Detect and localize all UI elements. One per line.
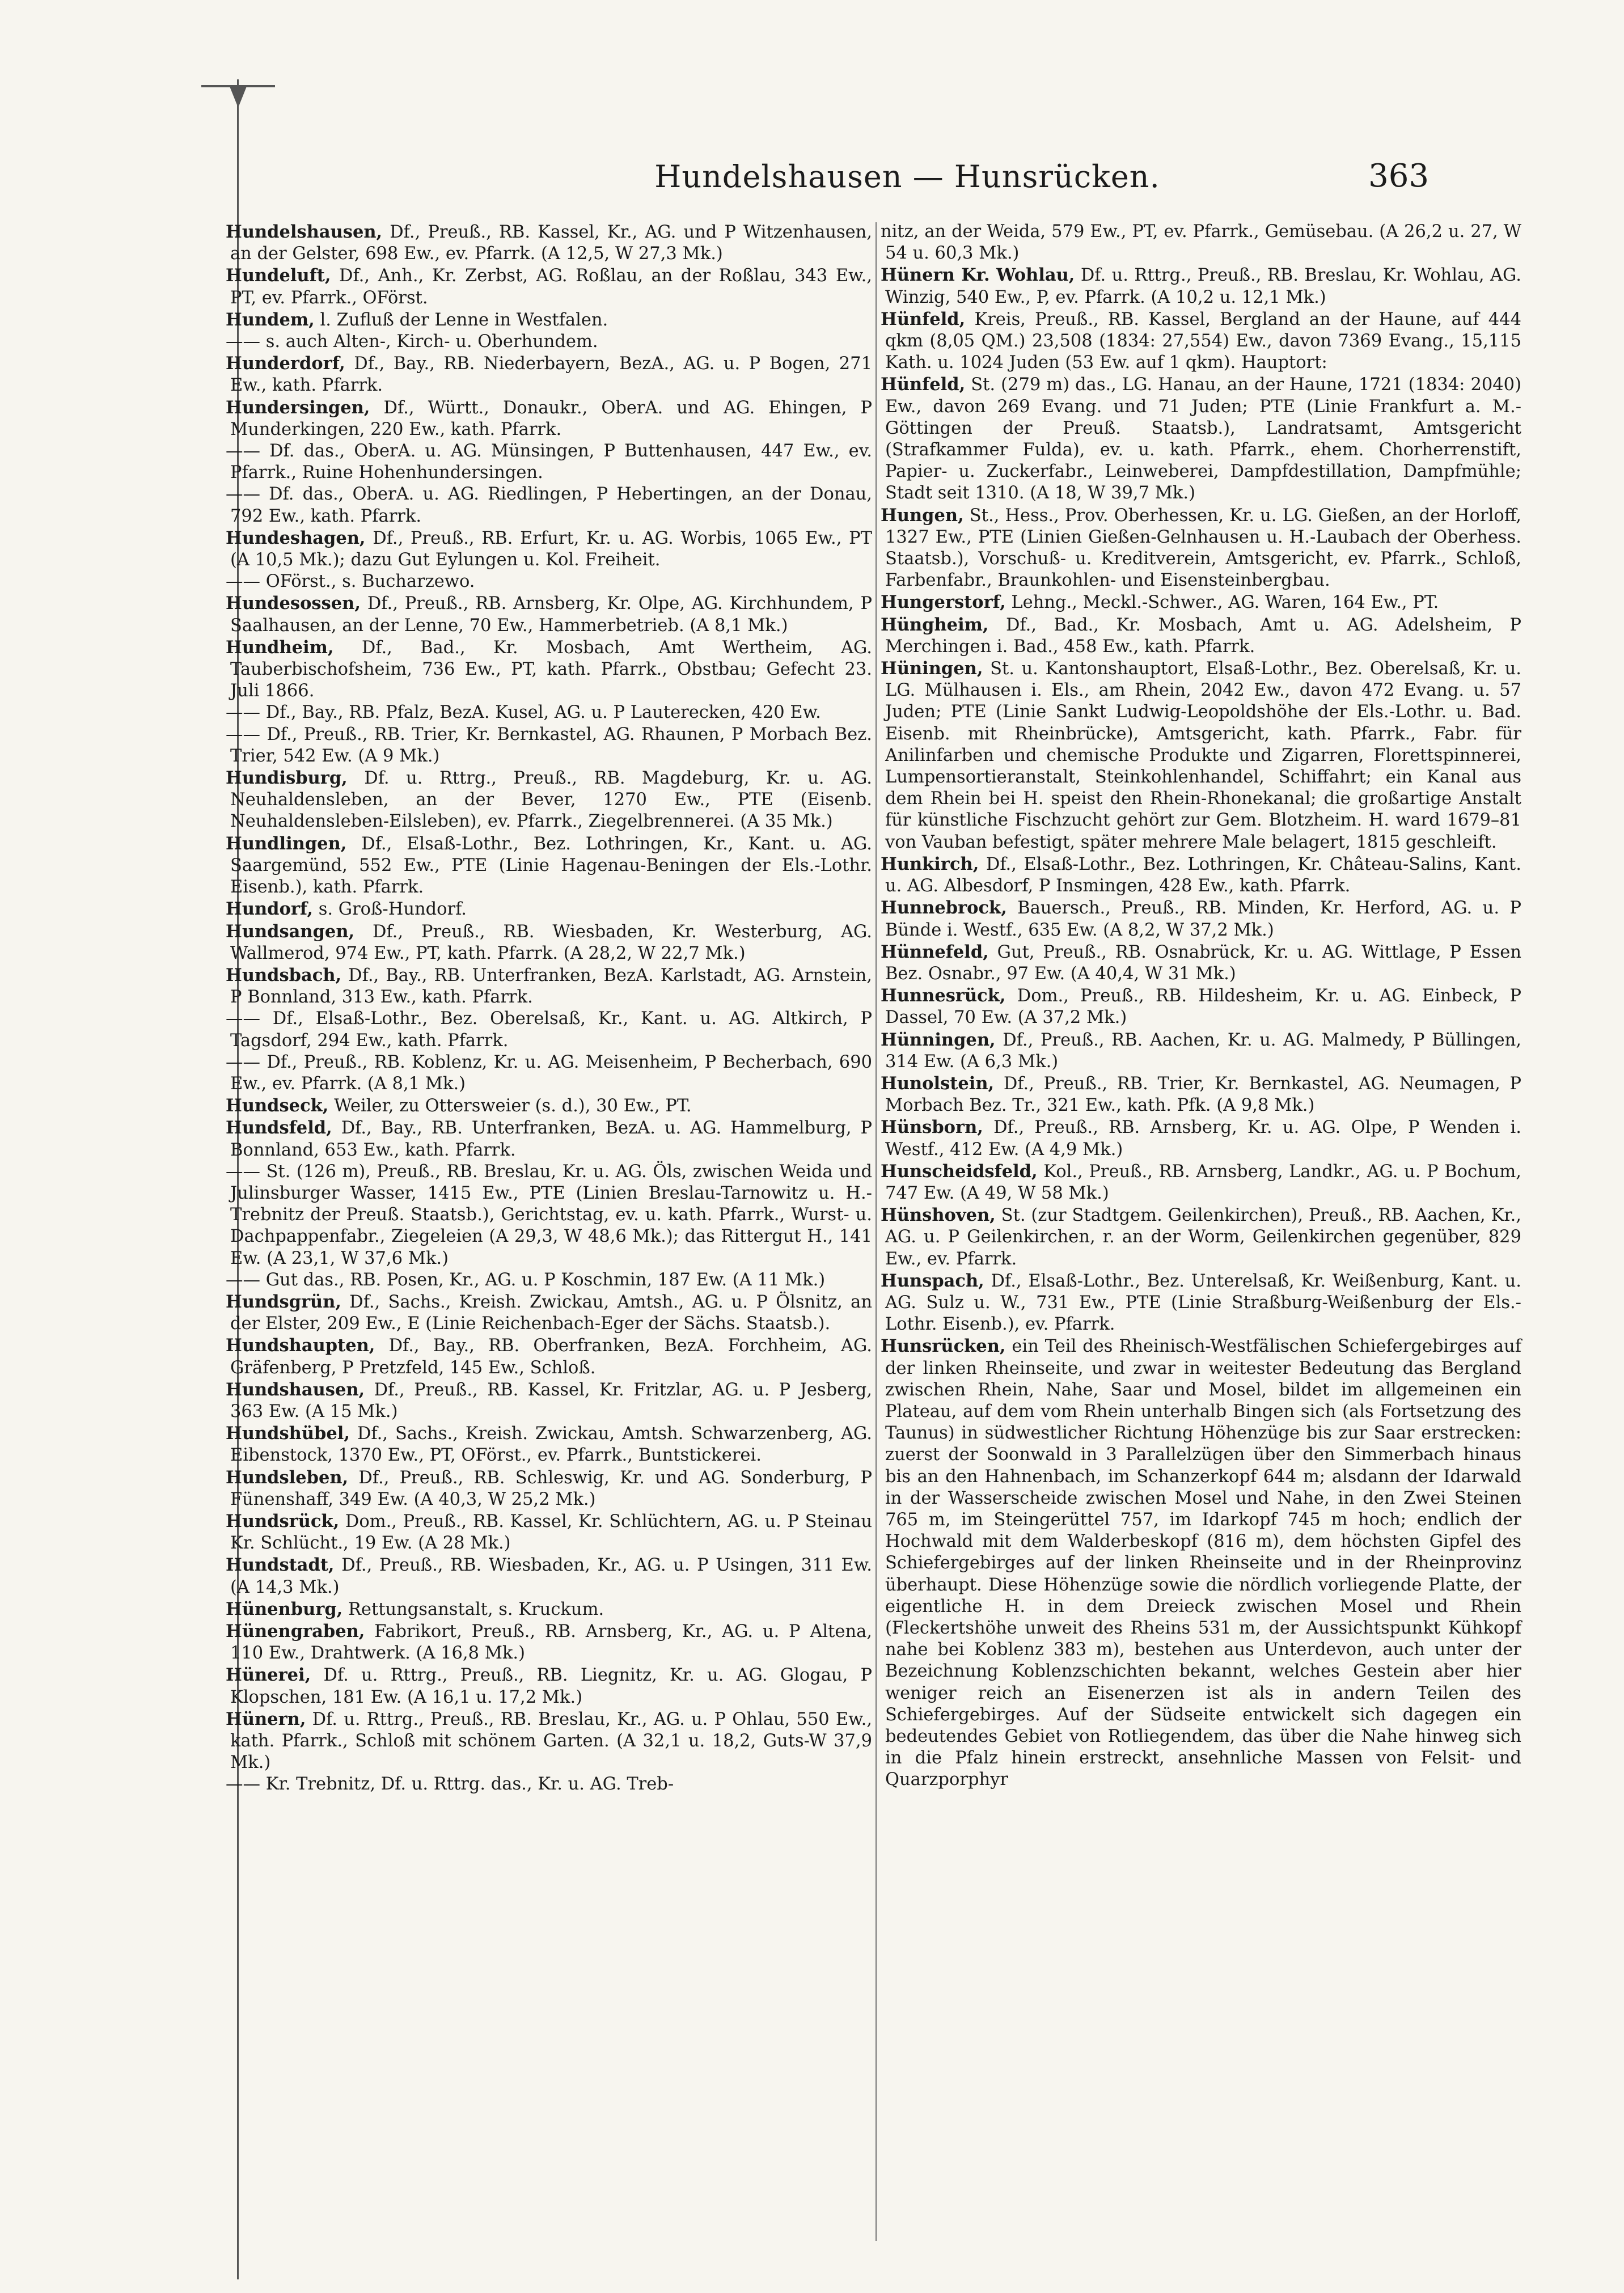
entry-text: Df., Preuß., RB. Arnsberg, Kr. Olpe, AG. Kirchhundem, P Saalhausen, an der Lenne, 70 Ew., Hammerbetrieb. (A 8,1 Mk.)	[230, 594, 872, 636]
entry-text: Df. u. Rttrg., Preuß., RB. Breslau, Kr. Wohlau, AG. Winzig, 540 Ew., P, ev. Pfarrk. (A 10,2 u. 12,1 Mk.)	[885, 265, 1521, 307]
entry-text: Df., Preuß., RB. Wiesbaden, Kr., AG. u. P Usingen, 311 Ew. (A 14,3 Mk.)	[230, 1555, 873, 1597]
entry-text: Lehng., Meckl.-Schwer., AG. Waren, 164 Ew., PT.	[1011, 593, 1439, 613]
dictionary-entry	[226, 1621, 872, 1664]
entry-headword: Hundstadt,	[226, 1555, 335, 1576]
entry-text: Df. u. Rttrg., Preuß., RB. Breslau, Kr., AG. u. P Ohlau, 550 Ew., kath. Pfarrk., Schloß mit schönem Garten. (A 32,1 u. 18,2, Guts-W 37,9 Mk.)	[230, 1709, 872, 1773]
entry-text: Dom., Preuß., RB. Kassel, Kr. Schlüchtern, AG. u. P Steinau Kr. Schlücht., 19 Ew. (A 28 Mk.)	[230, 1511, 873, 1554]
entry-headword: Hundeshagen,	[226, 527, 366, 548]
entry-headword: Hünengraben,	[226, 1621, 365, 1642]
entry-headword: Hundsfeld,	[226, 1118, 332, 1139]
dictionary-entry	[226, 833, 872, 899]
entry-text: Bauersch., Preuß., RB. Minden, Kr. Herford, AG. u. P Bünde i. Westf., 635 Ew. (A 8,2, W 37,2 Mk.)	[885, 898, 1521, 940]
entry-headword: Hundheim,	[226, 637, 334, 658]
entry-headword: Hunnesrück,	[881, 985, 1006, 1006]
entry-text: Df., Anh., Kr. Zerbst, AG. Roßlau, an der Roßlau, 343 Ew., PT, ev. Pfarrk., OFörst.	[230, 266, 872, 308]
entry-text: Dom., Preuß., RB. Hildesheim, Kr. u. AG. Einbeck, P Dassel, 70 Ew. (A 37,2 Mk.)	[885, 986, 1522, 1028]
dictionary-entry	[226, 1161, 872, 1270]
entry-text: Kreis, Preuß., RB. Kassel, Bergland an der Haune, auf 444 qkm (8,05 QM.) 23,508 (1834: 27,554) Ew., davon 7369 Evang., 15,115 Kath. u. 1024 Juden (53 Ew. auf 1 qkm). Hauptort:	[885, 309, 1521, 373]
dictionary-entry	[881, 221, 1521, 264]
dictionary-entry	[226, 1554, 872, 1598]
entry-text: —— Df., Elsaß-Lothr., Bez. Oberelsaß, Kr., Kant. u. AG. Altkirch, P Tagsdorf, 294 Ew., kath. Pfarrk.	[226, 1009, 872, 1051]
entry-text: St., Hess., Prov. Oberhessen, Kr. u. LG. Gießen, an der Horloff, 1327 Ew., PTE (Linien Gießen-Gelnhausen u. H.-Laubach der Oberhess. Staatsb.), Vorschuß- u. Kreditverein, Amtsgericht, ev. Pfarrk., Schloß, Farbenfabr., Braunkohlen- und Eisensteinbergbau.	[885, 505, 1521, 591]
entry-headword: Hunscheidsfeld,	[881, 1161, 1038, 1182]
entry-text: —— Gut das., RB. Posen, Kr., AG. u. P Koschmin, 187 Ew. (A 11 Mk.)	[226, 1270, 826, 1290]
dictionary-entry	[226, 1708, 872, 1774]
dictionary-entry	[226, 964, 872, 1008]
dictionary-entry	[226, 1774, 872, 1795]
entry-headword: Hundersingen,	[226, 397, 370, 418]
dictionary-entry	[881, 505, 1521, 592]
entry-headword: Hunderdorf,	[226, 353, 345, 374]
entry-headword: Hundsgrün,	[226, 1291, 342, 1312]
entry-text: ein Teil des Rheinisch-Westfälischen Schiefergebirges auf der linken Rheinseite, und zwar in weitester Bedeutung das Bergland zwischen Rhein, Nahe, Saar und Mosel, bildet im allgemeinen ein Plateau, auf dem vom Rhein unterhalb Bingen sich (als Fortsetzung des Taunus) in südwestlicher Richtung Höhenzüge bis zur Saar erstrecken: zuerst der Soonwald in 3 Parallelzügen über den Simmerbach hinaus bis an den Hahnenbach, im Schanzerkopf 644 m; alsdann der Idarwald in der Wasserscheide zwischen Mosel und Nahe, in den Zwei Steinen 765 m, im Steingerüttel 757, im Idarkopf 745 m hoch; endlich der Hochwald mit dem Walderbeskopf (816 m), dem höchsten Gipfel des Schiefergebirges auf der linken Rheinseite und in der Rheinprovinz überhaupt. Diese Höhenzüge sowie die nördlich vorliegende Platte, der eigentliche H. in dem Dreieck zwischen Mosel und Rhein (Fleckertshöhe unweit des Rheins 531 m, der Aussichtspunkt Kühkopf nahe bei Koblenz 383 m), bestehen aus Unterdevon, auch unter der Bezeichnung Koblenzschichten bekannt, welches Gestein aber hier weniger reich an Eisenerzen ist als in andern Teilen des Schiefergebirges. Auf der Südseite entwickelt sich dagegen ein bedeutendes Gebiet von Rotliegendem, das über die Nahe hinweg sich in die Pfalz hinein erstreckt, ansehnliche Massen von Felsit- und Quarzporphyr	[885, 1336, 1521, 1790]
entry-headword: Hundseck,	[226, 1095, 329, 1116]
entry-text: Df., Elsaß-Lothr., Bez. Lothringen, Kr., Kant. u. AG. Saargemünd, 552 Ew., PTE (Linie Hagenau-Beningen der Els.-Lothr. Eisenb.), kath. Pfarrk.	[230, 834, 872, 898]
entry-headword: Hünningen,	[881, 1029, 996, 1050]
entry-text: St. u. Kantonshauptort, Elsaß-Lothr., Bez. Oberelsaß, Kr. u. LG. Mülhausen i. Els., am Rhein, 2042 Ew., davon 472 Evang. u. 57 Juden; PTE (Linie Sankt Ludwig-Leopoldshöhe der Els.-Lothr. u. Bad. Eisenb. mit Rheinbrücke), Amtsgericht, kath. Pfarrk., Fabr. für Anilinfarben und chemische Produkte und Zigarren, Florettspinnerei, Lumpensortieranstalt, Steinkohlenhandel, Schiffahrt; ein Kanal aus dem Rhein bei H. speist den Rhein-Rhonekanal; die großartige Anstalt für künstliche Fischzucht gehört zur Gem. Blotzheim. H. ward 1679–81 von Vauban befestigt, später mehrere Male belagert, 1815 geschleift.	[885, 659, 1521, 852]
entry-text: —— Df., Preuß., RB. Koblenz, Kr. u. AG. Meisenheim, P Becherbach, 690 Ew., ev. Pfarrk. (A 8,1 Mk.)	[226, 1052, 872, 1094]
entry-headword: Hünshoven,	[881, 1205, 996, 1226]
entry-headword: Hundlingen,	[226, 833, 347, 854]
running-header: Hundelshausen — Hunsrücken.	[654, 159, 1160, 194]
entry-text: Df., Bay., RB. Oberfranken, BezA. Forchheim, AG. Gräfenberg, P Pretzfeld, 145 Ew., Schloß.	[230, 1336, 872, 1378]
entry-headword: Hundorf,	[226, 899, 313, 920]
entry-text: —— Df. das., OberA. u. AG. Riedlingen, P Hebertingen, an der Donau, 792 Ew., kath. Pfarrk.	[226, 484, 872, 526]
entry-headword: Hundshaupten,	[226, 1335, 375, 1356]
dictionary-entry	[226, 1008, 872, 1051]
dictionary-entry	[881, 308, 1521, 374]
entry-text: Df., Sachs., Kreish. Zwickau, Amtsh. Schwarzenberg, AG. Eibenstock, 1370 Ew., PT, OFörst., ev. Pfarrk., Buntstickerei.	[230, 1424, 872, 1466]
dictionary-entry	[226, 309, 872, 331]
entry-text: Df., Bay., RB. Unterfranken, BezA. u. AG. Hammelburg, P Bonnland, 653 Ew., kath. Pfarrk.	[230, 1118, 872, 1160]
dictionary-entry	[226, 484, 872, 527]
dictionary-entry	[881, 591, 1521, 614]
dictionary-entry	[226, 397, 872, 441]
entry-text: —— St. (126 m), Preuß., RB. Breslau, Kr. u. AG. Öls, zwischen Weida und Julinsburger Wasser, 1415 Ew., PTE (Linien Breslau-Tarnowitz u. H.-Trebnitz der Preuß. Staatsb.), Gerichtstag, ev. u. kath. Pfarrk., Wurst- u. Dachpappenfabr., Ziegeleien (A 29,3, W 48,6 Mk.); das Rittergut H., 141 Ew. (A 23,1, W 37,6 Mk.)	[226, 1161, 872, 1268]
dictionary-entry	[881, 897, 1521, 941]
entry-text: —— Df., Preuß., RB. Trier, Kr. Bernkastel, AG. Rhaunen, P Morbach Bez. Trier, 542 Ew. (A 9 Mk.)	[226, 724, 872, 766]
dictionary-entry	[881, 1270, 1521, 1336]
entry-text: Df. u. Rttrg., Preuß., RB. Liegnitz, Kr. u. AG. Glogau, P Klopschen, 181 Ew. (A 16,1 u. 17,2 Mk.)	[230, 1665, 872, 1707]
entry-text: Kol., Preuß., RB. Arnsberg, Landkr., AG. u. P Bochum, 747 Ew. (A 49, W 58 Mk.)	[885, 1161, 1522, 1203]
entry-headword: Hunnebrock,	[881, 898, 1007, 919]
right-column	[881, 221, 1521, 1791]
entry-text: Df., Preuß., RB. Arnsberg, Kr. u. AG. Olpe, P Wenden i. Westf., 412 Ew. (A 4,9 Mk.)	[885, 1118, 1521, 1160]
entry-text: nitz, an der Weida, 579 Ew., PT, ev. Pfarrk., Gemüsebau. (A 26,2 u. 27, W 54 u. 60,3 Mk.)	[881, 222, 1521, 264]
dictionary-entry	[881, 941, 1521, 985]
entry-text: Df., Bad., Kr. Mosbach, Amt Wertheim, AG. Tauberbischofsheim, 736 Ew., PT, kath. Pfarrk., Obstbau; Gefecht 23. Juli 1866.	[230, 637, 873, 701]
left-column	[226, 221, 872, 1796]
entry-text: Rettungsanstalt, s. Kruckum.	[348, 1599, 604, 1619]
dictionary-entry	[226, 1291, 872, 1335]
dictionary-entry	[226, 1598, 872, 1621]
entry-text: Df., Elsaß-Lothr., Bez. Unterelsaß, Kr. Weißenburg, Kant. u. AG. Sulz u. W., 731 Ew., PTE (Linie Straßburg-Weißenburg der Els.-Lothr. Eisenb.), ev. Pfarrk.	[885, 1271, 1521, 1335]
entry-text: l. Zufluß der Lenne in Westfalen.	[320, 310, 608, 330]
entry-headword: Hünenburg,	[226, 1598, 343, 1619]
dictionary-entry	[226, 898, 872, 920]
entry-text: Df. u. Rttrg., Preuß., RB. Magdeburg, Kr. u. AG. Neuhaldensleben, an der Bever, 1270 Ew., PTE (Eisenb. Neuhaldensleben-Eilsleben), ev. Pfarrk., Ziegelbrennerei. (A 35 Mk.)	[230, 768, 872, 832]
entry-text: Df., Preuß., RB. Kassel, Kr., AG. und P Witzenhausen, an der Gelster, 698 Ew., ev. Pfarrk. (A 12,5, W 27,3 Mk.)	[230, 222, 873, 264]
entry-text: Fabrikort, Preuß., RB. Arnsberg, Kr., AG. u. P Altena, 110 Ew., Drahtwerk. (A 16,8 Mk.)	[230, 1622, 872, 1664]
dictionary-entry	[226, 702, 872, 724]
entry-text: —— s. auch Alten-, Kirch- u. Oberhundem.	[226, 332, 598, 352]
entry-headword: Hünern,	[226, 1708, 306, 1729]
entry-headword: Hunspach,	[881, 1270, 984, 1291]
entry-headword: Hundsbach,	[226, 964, 342, 985]
entry-text: Df., Bad., Kr. Mosbach, Amt u. AG. Adelsheim, P Merchingen i. Bad., 458 Ew., kath. Pfarrk.	[885, 615, 1521, 657]
dictionary-entry	[881, 614, 1521, 658]
entry-text: Df., Württ., Donaukr., OberA. und AG. Ehingen, P Munderkingen, 220 Ew., kath. Pfarrk.	[230, 397, 872, 439]
dictionary-entry	[881, 658, 1521, 853]
dictionary-entry	[226, 571, 872, 593]
entry-text: —— Kr. Trebnitz, Df. u. Rttrg. das., Kr. u. AG. Treb-	[226, 1774, 674, 1795]
dictionary-entry	[226, 1095, 872, 1117]
dictionary-entry	[881, 985, 1521, 1029]
dictionary-entry	[226, 1467, 872, 1511]
entry-text: St. (zur Stadtgem. Geilenkirchen), Preuß., RB. Aachen, Kr., AG. u. P Geilenkirchen, r. an der Worm, Geilenkirchen gegenüber, 829 Ew., ev. Pfarrk.	[885, 1205, 1521, 1269]
dictionary-entry	[226, 1379, 872, 1423]
entry-headword: Hundeluft,	[226, 265, 331, 286]
dictionary-entry	[881, 1116, 1521, 1160]
entry-text: —— Df. das., OberA. u. AG. Münsingen, P Buttenhausen, 447 Ew., ev. Pfarrk., Ruine Hohenhundersingen.	[226, 441, 872, 483]
dictionary-entry	[881, 1335, 1521, 1791]
page-number: 363	[1368, 158, 1429, 194]
entry-text: Weiler, zu Ottersweier (s. d.), 30 Ew., PT.	[334, 1096, 692, 1116]
dictionary-entry	[226, 1511, 872, 1554]
entry-headword: Hünfeld,	[881, 374, 966, 395]
entry-headword: Hunkirch,	[881, 853, 979, 874]
entry-headword: Hundsangen,	[226, 921, 355, 942]
dictionary-entry	[226, 593, 872, 636]
entry-text: Df., Bay., RB. Niederbayern, BezA., AG. u. P Bogen, 271 Ew., kath. Pfarrk.	[230, 354, 872, 396]
dictionary-entry	[226, 637, 872, 703]
entry-headword: Hundsrück,	[226, 1511, 340, 1532]
dictionary-entry	[226, 1664, 872, 1708]
entry-headword: Hundshübel,	[226, 1423, 350, 1444]
entry-headword: Hunsrücken,	[881, 1336, 1006, 1357]
dictionary-entry	[881, 1073, 1521, 1116]
entry-text: Df., Bay., RB. Unterfranken, BezA. Karlstadt, AG. Arnstein, P Bonnland, 313 Ew., kath. Pfarrk.	[230, 965, 872, 1008]
entry-text: Df., Preuß., RB. Aachen, Kr. u. AG. Malmedy, P Büllingen, 314 Ew. (A 6,3 Mk.)	[885, 1030, 1521, 1072]
entry-headword: Hunolstein,	[881, 1073, 995, 1094]
dictionary-entry	[226, 767, 872, 833]
dictionary-entry	[226, 1423, 872, 1466]
entry-text: Gut, Preuß., RB. Osnabrück, Kr. u. AG. Wittlage, P Essen Bez. Osnabr., 97 Ew. (A 40,4, W 31 Mk.)	[885, 942, 1521, 984]
entry-headword: Hungen,	[881, 505, 964, 526]
entry-headword: Hundesossen,	[226, 593, 361, 614]
dictionary-entry	[226, 724, 872, 767]
dictionary-entry	[226, 1335, 872, 1378]
dictionary-entry	[226, 527, 872, 571]
entry-text: Df., Preuß., RB. Kassel, Kr. Fritzlar, AG. u. P Jesberg, 363 Ew. (A 15 Mk.)	[230, 1380, 872, 1422]
entry-headword: Hünerei,	[226, 1665, 311, 1686]
dictionary-entry	[881, 1029, 1521, 1073]
entry-headword: Hundsleben,	[226, 1467, 349, 1488]
dictionary-entry	[226, 441, 872, 484]
entry-headword: Hundshausen,	[226, 1379, 365, 1400]
dictionary-entry	[226, 921, 872, 964]
entry-headword: Hünfeld,	[881, 308, 966, 329]
entry-text: St. (279 m) das., LG. Hanau, an der Haune, 1721 (1834: 2040) Ew., davon 269 Evang. und 71 Juden; PTE (Linie Frankfurt a. M.-Göttingen der Preuß. Staatsb.), Landratsamt, Amtsgericht (Strafkammer Fulda), ev. u. kath. Pfarrk., ehem. Chorherrenstift, Papier- u. Zuckerfabr., Leinweberei, Dampfdestillation, Dampfmühle; Stadt seit 1310. (A 18, W 39,7 Mk.)	[885, 375, 1521, 504]
dictionary-entry	[881, 374, 1521, 504]
dictionary-entry	[226, 1270, 872, 1291]
entry-text: Df., Preuß., RB. Schleswig, Kr. und AG. Sonderburg, P Fünenshaff, 349 Ew. (A 40,3, W 25,2 Mk.)	[230, 1467, 872, 1509]
dictionary-entry	[226, 221, 872, 265]
entry-text: Df., Elsaß-Lothr., Bez. Lothringen, Kr. Château-Salins, Kant. u. AG. Albesdorf, P Insmingen, 428 Ew., kath. Pfarrk.	[885, 854, 1521, 896]
entry-headword: Hungerstorf,	[881, 592, 1006, 613]
entry-text: —— Df., Bay., RB. Pfalz, BezA. Kusel, AG. u. P Lauterecken, 420 Ew.	[226, 703, 821, 723]
entry-headword: Hüningen,	[881, 658, 983, 679]
entry-text: —— OFörst., s. Bucharzewo.	[226, 572, 475, 592]
column-divider	[876, 222, 877, 2241]
entry-headword: Hüngheim,	[881, 614, 989, 635]
dictionary-entry	[881, 1204, 1521, 1270]
entry-headword: Hünern Kr. Wohlau,	[881, 265, 1075, 286]
dictionary-entry	[226, 353, 872, 396]
entry-headword: Hünnefeld,	[881, 941, 989, 962]
dictionary-entry	[226, 331, 872, 353]
dictionary-entry	[226, 1117, 872, 1161]
entry-text: s. Groß-Hundorf.	[318, 899, 467, 920]
entry-text: Df., Preuß., RB. Trier, Kr. Bernkastel, AG. Neumagen, P Morbach Bez. Tr., 321 Ew., kath. Pfk. (A 9,8 Mk.)	[885, 1073, 1521, 1116]
entry-headword: Hundisburg,	[226, 768, 348, 789]
dictionary-entry	[881, 853, 1521, 897]
entry-headword: Hundem,	[226, 309, 315, 330]
entry-text: Df., Preuß., RB. Erfurt, Kr. u. AG. Worbis, 1065 Ew., PT (A 10,5 Mk.); dazu Gut Eylungen u. Kol. Freiheit.	[230, 528, 872, 570]
entry-text: Df., Sachs., Kreish. Zwickau, Amtsh., AG. u. P Ölsnitz, an der Elster, 209 Ew., E (Linie Reichenbach-Eger der Sächs. Staatsb.).	[230, 1292, 872, 1334]
entry-headword: Hünsborn,	[881, 1117, 983, 1138]
entry-text: Df., Preuß., RB. Wiesbaden, Kr. Westerburg, AG. Wallmerod, 974 Ew., PT, kath. Pfarrk. (A 28,2, W 22,7 Mk.)	[230, 921, 872, 963]
dictionary-entry	[881, 1161, 1521, 1204]
dictionary-entry	[226, 1052, 872, 1095]
dictionary-entry	[226, 265, 872, 308]
dictionary-entry	[881, 264, 1521, 308]
entry-headword: Hundelshausen,	[226, 222, 383, 242]
